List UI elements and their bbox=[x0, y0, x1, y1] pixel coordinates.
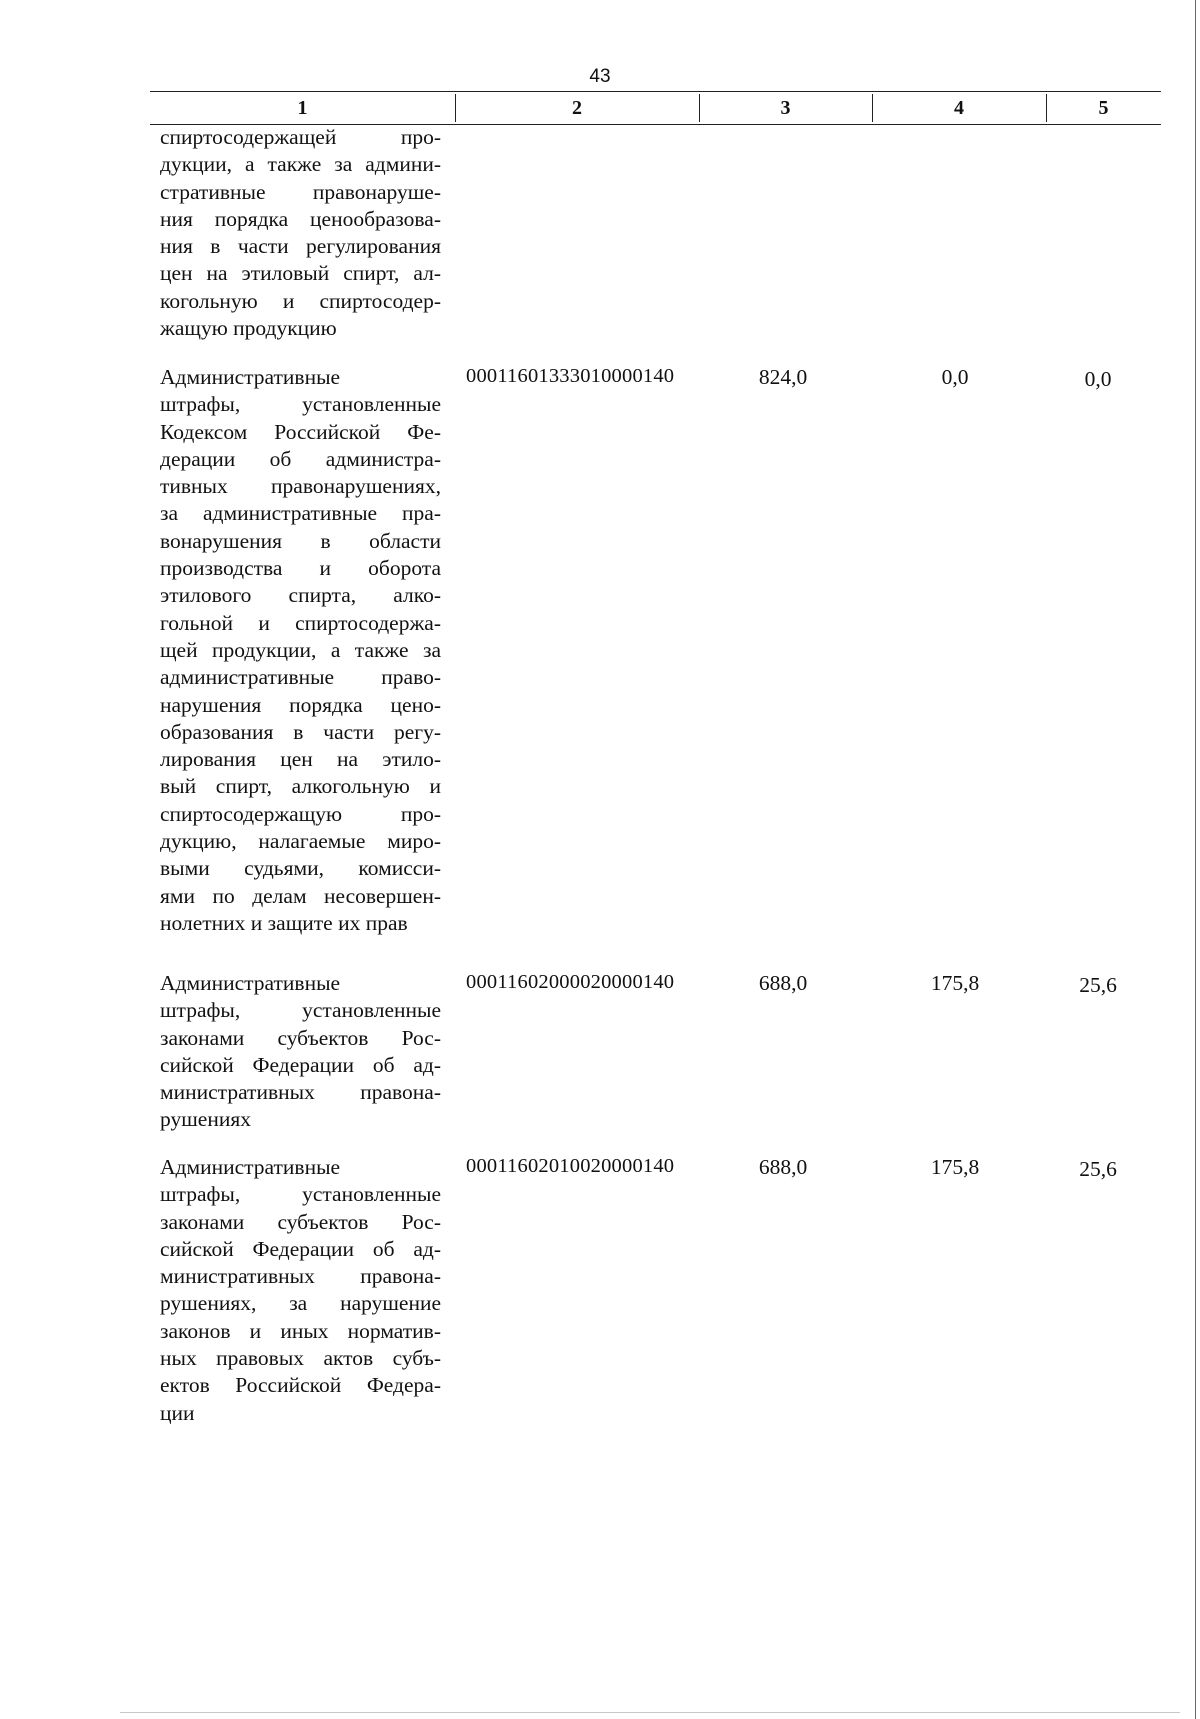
budget-code: 00011602000020000140 bbox=[466, 971, 675, 993]
text-line: ектов Российской Федера- bbox=[160, 1373, 441, 1398]
text-line: жащую продукцию bbox=[160, 316, 337, 341]
value-col-4: 0,0 bbox=[941, 365, 969, 389]
text-line: законами субъектов Рос- bbox=[160, 1025, 441, 1050]
text-line: вонарушения в области bbox=[160, 528, 441, 553]
text-line: Административные bbox=[160, 365, 341, 389]
scan-edge-line bbox=[1195, 0, 1197, 1719]
text-line: ния порядка ценообразова- bbox=[160, 206, 441, 231]
table-header bbox=[150, 91, 1161, 125]
value-col-5: 0,0 bbox=[1084, 367, 1112, 391]
text-line: ями по делам несовершен- bbox=[160, 883, 441, 908]
budget-code: 00011602010020000140 bbox=[466, 1155, 675, 1177]
text-line: министративных правона- bbox=[160, 1264, 441, 1289]
value-col-5: 25,6 bbox=[1079, 1157, 1117, 1181]
text-line: вый спирт, алкогольную и bbox=[160, 774, 441, 799]
header-col-3: 3 bbox=[780, 97, 791, 119]
text-line: рушениях, за нарушение bbox=[160, 1291, 441, 1316]
text-line: рушениях bbox=[160, 1107, 251, 1132]
row-description bbox=[160, 124, 441, 342]
text-line: тивных правонарушениях, bbox=[160, 474, 441, 499]
text-line: Административные bbox=[160, 971, 341, 995]
text-line: нолетних и защите их прав bbox=[160, 910, 408, 935]
text-line: за административные пра- bbox=[160, 501, 441, 526]
header-col-5: 5 bbox=[1098, 97, 1109, 119]
value-col-3: 688,0 bbox=[758, 971, 808, 995]
text-line: ния в части регулирования bbox=[160, 234, 441, 259]
row-description bbox=[160, 970, 441, 1134]
text-line: штрафы, установленные bbox=[160, 392, 441, 417]
row-description bbox=[160, 364, 441, 937]
text-line: министративных правона- bbox=[160, 1080, 441, 1105]
text-line: цен на этиловый спирт, ал- bbox=[160, 261, 441, 286]
page-number: 43 bbox=[589, 66, 611, 87]
text-line: этилового спирта, алко- bbox=[160, 583, 441, 608]
text-line: щей продукции, а также за bbox=[160, 637, 441, 662]
text-line: законов и иных норматив- bbox=[160, 1318, 441, 1343]
value-col-4: 175,8 bbox=[930, 1155, 980, 1179]
value-col-5: 25,6 bbox=[1079, 973, 1117, 997]
value-col-3: 824,0 bbox=[758, 365, 808, 389]
text-line: образования в части регу- bbox=[160, 719, 441, 744]
text-line: штрафы, установленные bbox=[160, 1182, 441, 1207]
text-line: гольной и спиртосодержа- bbox=[160, 610, 441, 635]
text-line: штрафы, установленные bbox=[160, 998, 441, 1023]
text-line: спиртосодержащей про- bbox=[160, 125, 441, 149]
row-description bbox=[160, 1154, 441, 1427]
header-col-2: 2 bbox=[572, 97, 582, 119]
text-line: стративные правонаруше- bbox=[160, 179, 441, 204]
text-line: Административные bbox=[160, 1155, 341, 1179]
value-col-3: 688,0 bbox=[758, 1155, 808, 1179]
text-line: лирования цен на этило- bbox=[160, 747, 441, 772]
text-line: сийской Федерации об ад- bbox=[160, 1236, 441, 1261]
text-line: нарушения порядка цено- bbox=[160, 692, 441, 717]
text-line: производства и оборота bbox=[160, 556, 441, 581]
text-line: ных правовых актов субъ- bbox=[160, 1346, 441, 1371]
scan-edge-line bbox=[120, 1712, 1180, 1713]
text-line: ции bbox=[160, 1400, 195, 1425]
text-line: когольную и спиртосодер- bbox=[160, 288, 441, 313]
budget-code: 00011601333010000140 bbox=[466, 365, 675, 387]
text-line: законами субъектов Рос- bbox=[160, 1209, 441, 1234]
text-line: сийской Федерации об ад- bbox=[160, 1052, 441, 1077]
text-line: дерации об администра- bbox=[160, 446, 441, 471]
text-line: выми судьями, комисси- bbox=[160, 856, 441, 881]
header-col-4: 4 bbox=[954, 97, 964, 119]
text-line: Кодексом Российской Фе- bbox=[160, 419, 441, 444]
text-line: спиртосодержащую про- bbox=[160, 801, 441, 826]
text-line: административные право- bbox=[160, 665, 441, 690]
header-col-1: 1 bbox=[297, 97, 308, 119]
text-line: дукции, а также за админи- bbox=[160, 152, 441, 177]
text-line: дукцию, налагаемые миро- bbox=[160, 829, 441, 854]
value-col-4: 175,8 bbox=[930, 971, 980, 995]
